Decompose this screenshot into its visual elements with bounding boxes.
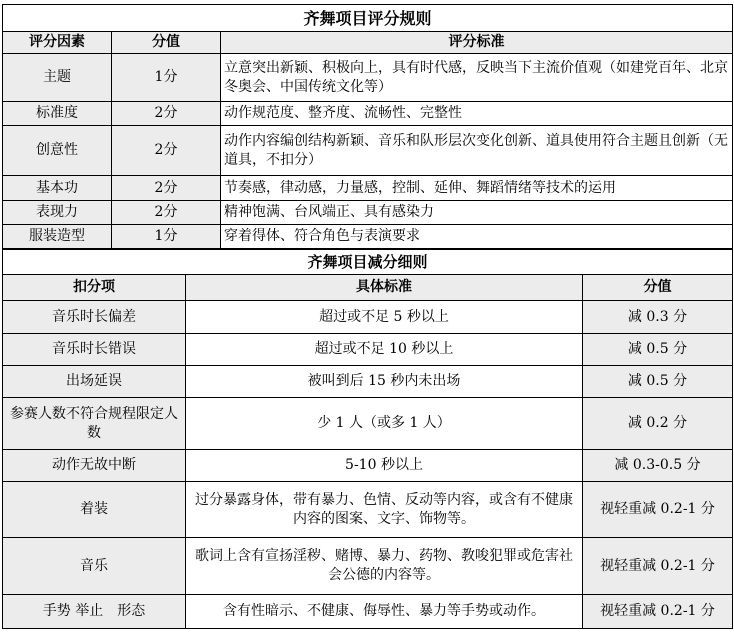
scoring-standard: 动作内容编创结构新颖、音乐和队形层次变化创新、道具使用符合主题且创新（无道具，不扣分）	[221, 126, 733, 176]
scoring-factor: 基本功	[3, 176, 112, 201]
scoring-score: 1分	[112, 225, 221, 249]
deduction-header-value: 分值	[583, 275, 733, 301]
deduction-value: 减 0.3-0.5 分	[583, 450, 733, 482]
deduction-value: 减 0.5 分	[583, 366, 733, 398]
deduction-value: 视轻重减 0.2-1 分	[583, 538, 733, 595]
deduction-header-item: 扣分项	[3, 275, 186, 301]
scoring-factor: 服装造型	[3, 225, 112, 249]
deduction-row	[3, 595, 733, 629]
deduction-value: 视轻重减 0.2-1 分	[583, 482, 733, 538]
scoring-row	[3, 225, 733, 249]
scoring-score: 2分	[112, 126, 221, 176]
scoring-table-title: 齐舞项目评分规则	[3, 5, 733, 32]
deduction-row	[3, 398, 733, 450]
scoring-standard: 立意突出新颖、积极向上，具有时代感，反映当下主流价值观（如建党百年、北京冬奥会、中国传统文化等）	[221, 54, 733, 102]
deduction-value: 视轻重减 0.2-1 分	[583, 595, 733, 629]
scoring-factor: 标准度	[3, 102, 112, 126]
deduction-header-standard: 具体标准	[186, 275, 583, 301]
deduction-row	[3, 334, 733, 366]
scoring-standard: 穿着得体、符合角色与表演要求	[221, 225, 733, 249]
scoring-factor: 表现力	[3, 201, 112, 225]
deduction-item: 音乐时长错误	[3, 334, 186, 366]
scoring-standard: 精神饱满、台风端正、具有感染力	[221, 201, 733, 225]
scoring-row	[3, 126, 733, 176]
deduction-value: 减 0.2 分	[583, 398, 733, 450]
deduction-item: 音乐时长偏差	[3, 301, 186, 334]
deduction-standard: 少 1 人（或多 1 人）	[186, 398, 583, 450]
scoring-standard: 节奏感，律动感，力量感，控制、延伸、舞蹈情绪等技术的运用	[221, 176, 733, 201]
scoring-header-standard: 评分标准	[221, 32, 733, 54]
scoring-score: 2分	[112, 201, 221, 225]
deduction-standard: 5-10 秒以上	[186, 450, 583, 482]
scoring-score: 2分	[112, 102, 221, 126]
deduction-row	[3, 450, 733, 482]
scoring-factor: 主题	[3, 54, 112, 102]
scoring-score: 1分	[112, 54, 221, 102]
deduction-item: 动作无故中断	[3, 450, 186, 482]
scoring-row	[3, 54, 733, 102]
deduction-standard: 超过或不足 10 秒以上	[186, 334, 583, 366]
deduction-rules-table	[2, 249, 733, 629]
scoring-row	[3, 176, 733, 201]
deduction-item: 参赛人数不符合规程限定人数	[3, 398, 186, 450]
deduction-row	[3, 366, 733, 398]
deduction-standard: 歌词上含有宣扬淫秽、赌博、暴力、药物、教唆犯罪或危害社会公德的内容等。	[186, 538, 583, 595]
deduction-table-title: 齐舞项目减分细则	[3, 250, 733, 275]
deduction-standard: 被叫到后 15 秒内未出场	[186, 366, 583, 398]
deduction-standard: 超过或不足 5 秒以上	[186, 301, 583, 334]
deduction-standard: 过分暴露身体，带有暴力、色情、反动等内容，或含有不健康内容的图案、文字、饰物等。	[186, 482, 583, 538]
deduction-item: 着装	[3, 482, 186, 538]
deduction-value: 减 0.5 分	[583, 334, 733, 366]
deduction-row	[3, 538, 733, 595]
scoring-standard: 动作规范度、整齐度、流畅性、完整性	[221, 102, 733, 126]
scoring-header-factor: 评分因素	[3, 32, 112, 54]
deduction-standard: 含有性暗示、不健康、侮辱性、暴力等手势或动作。	[186, 595, 583, 629]
scoring-rules-table	[2, 4, 733, 249]
deduction-item: 手势 举止 形态	[3, 595, 186, 629]
scoring-factor: 创意性	[3, 126, 112, 176]
scoring-row	[3, 201, 733, 225]
deduction-item: 出场延误	[3, 366, 186, 398]
scoring-header-score: 分值	[112, 32, 221, 54]
scoring-row	[3, 102, 733, 126]
deduction-row	[3, 482, 733, 538]
deduction-item: 音乐	[3, 538, 186, 595]
scoring-score: 2分	[112, 176, 221, 201]
deduction-row	[3, 301, 733, 334]
deduction-value: 减 0.3 分	[583, 301, 733, 334]
